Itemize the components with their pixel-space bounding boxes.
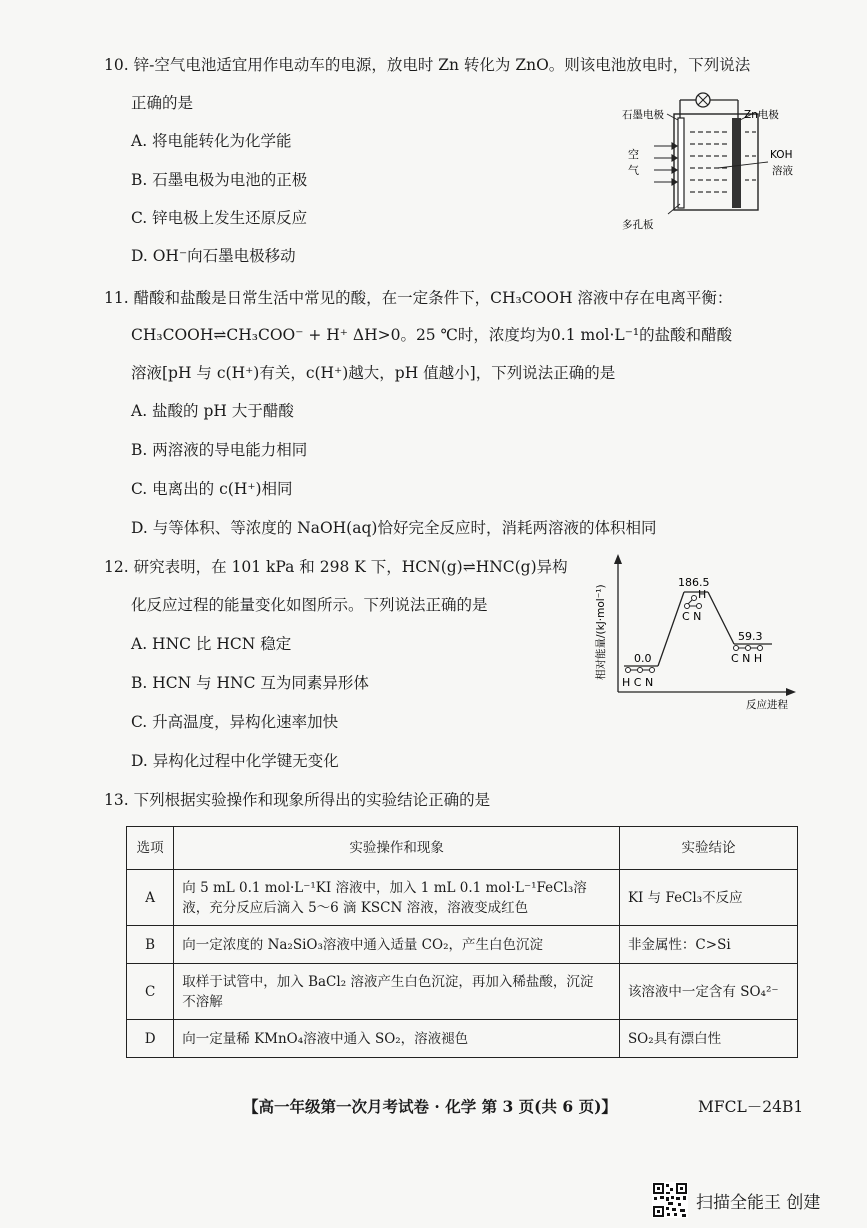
q10-battery-figure [612,88,802,236]
diagram-x-axis-label: 反应进程 [746,699,788,711]
scanner-watermark [652,1182,852,1222]
diagram-y-axis-label: 相对能量/(kJ·mol⁻¹) [595,584,607,680]
air-label-2: 气 [628,164,639,177]
zn-electrode-label: Zn电极 [744,109,779,121]
row-c-operation-line1: 取样于试管中，加入 BaCl₂ 溶液产生白色沉淀，再加入稀盐酸，沉淀 [182,973,594,990]
table-header-row [127,827,798,870]
q10-option-c: C. 锌电极上发生还原反应 [131,209,308,227]
level-2-value: 59.3 [738,630,763,643]
row-c-conclusion: 该溶液中一定含有 SO₄²⁻ [619,964,797,1020]
q11-option-a: A. 盐酸的 pH 大于醋酸 [131,402,294,420]
koh-label: KOH [770,149,793,161]
row-b-operation: 向一定浓度的 Na₂SiO₃溶液中通入适量 CO₂，产生白色沉淀 [174,926,620,964]
q10-option-a: A. 将电能转化为化学能 [131,132,292,150]
q11-option-c: C. 电离出的 c(H⁺)相同 [131,480,293,498]
solution-label: 溶液 [772,165,793,177]
level-0-species: H C N [622,676,654,689]
q10-option-b: B. 石墨电极为电池的正极 [131,171,308,189]
table-row [127,1020,798,1058]
porous-plate-label: 多孔板 [622,219,654,231]
q12-option-a: A. HNC 比 HCN 稳定 [131,635,292,653]
table-row [127,964,798,1020]
page-footer-title: 【高一年级第一次月考试卷 · 化学 第 3 页(共 6 页)】 [243,1097,617,1116]
q11-stem-line1: 11. 醋酸和盐酸是日常生活中常见的酸，在一定条件下，CH₃COOH 溶液中存在电离平衡： [104,289,733,307]
header-option: 选项 [127,827,174,870]
q11-stem-line2: CH₃COOH⇌CH₃COO⁻ + H⁺ ΔH>0。25 ℃时，浓度均为0.1 mol·L⁻¹的盐酸和醋酸 [131,326,733,344]
q12-option-d: D. 异构化过程中化学键无变化 [131,752,339,770]
level-1-species: C N [682,610,702,623]
q12-energy-diagram [588,552,803,714]
graphite-electrode-label: 石墨电极 [622,109,664,121]
level-1-value: 186.5 [678,576,710,589]
q13-experiment-table [126,826,798,1058]
row-c-operation [174,964,620,1020]
row-d-operation: 向一定量稀 KMnO₄溶液中通入 SO₂，溶液褪色 [174,1020,620,1058]
q11-stem-line3: 溶液[pH 与 c(H⁺)有关，c(H⁺)越大，pH 值越小]，下列说法正确的是 [131,364,616,382]
row-a-id: A [127,870,174,926]
row-a-operation-line2: 液，充分反应后滴入 5～6 滴 KSCN 溶液，溶液变成红色 [182,899,529,916]
lamp-icon [696,93,710,107]
level-2-species: C N H [731,652,763,665]
q11-option-b: B. 两溶液的导电能力相同 [131,441,308,459]
q12-option-b: B. HCN 与 HNC 互为同素异形体 [131,674,369,692]
air-label-1: 空 [628,148,639,161]
table-row [127,870,798,926]
header-conclusion: 实验结论 [619,827,797,870]
q13-stem: 13. 下列根据实验操作和现象所得出的实验结论正确的是 [104,791,491,809]
q12-stem-line2: 化反应过程的能量变化如图所示。下列说法正确的是 [131,596,488,614]
scanner-text: 扫描全能王 创建 [696,1193,821,1213]
row-c-operation-line2: 不溶解 [182,993,223,1010]
row-a-operation [174,870,620,926]
q11-option-d: D. 与等体积、等浓度的 NaOH(aq)恰好完全反应时，消耗两溶液的体积相同 [131,519,657,537]
q12-option-c: C. 升高温度，异构化速率加快 [131,713,339,731]
row-c-id: C [127,964,174,1020]
row-b-conclusion: 非金属性：C>Si [619,926,797,964]
q12-stem-line1: 12. 研究表明，在 101 kPa 和 298 K 下，HCN(g)⇌HNC(g)异构 [104,558,568,576]
row-b-id: B [127,926,174,964]
q10-stem-line1: 10. 锌-空气电池适宜用作电动车的电源，放电时 Zn 转化为 ZnO。则该电池放电时，下列说法 [104,56,751,74]
row-a-operation-line1: 向 5 mL 0.1 mol·L⁻¹KI 溶液中，加入 1 mL 0.1 mol·L⁻¹FeCl₃溶 [182,879,587,896]
qr-code-icon [652,1182,688,1218]
row-a-conclusion: KI 与 FeCl₃不反应 [619,870,797,926]
row-d-conclusion: SO₂具有漂白性 [619,1020,797,1058]
row-d-id: D [127,1020,174,1058]
level-1-top-atom: H [698,588,707,601]
q10-stem-line2: 正确的是 [131,94,194,112]
header-operation: 实验操作和现象 [174,827,620,870]
exam-code: MFCL－24B1 [698,1098,804,1116]
q10-option-d: D. OH⁻向石墨电极移动 [131,247,296,265]
level-0-value: 0.0 [634,652,652,665]
table-row [127,926,798,964]
